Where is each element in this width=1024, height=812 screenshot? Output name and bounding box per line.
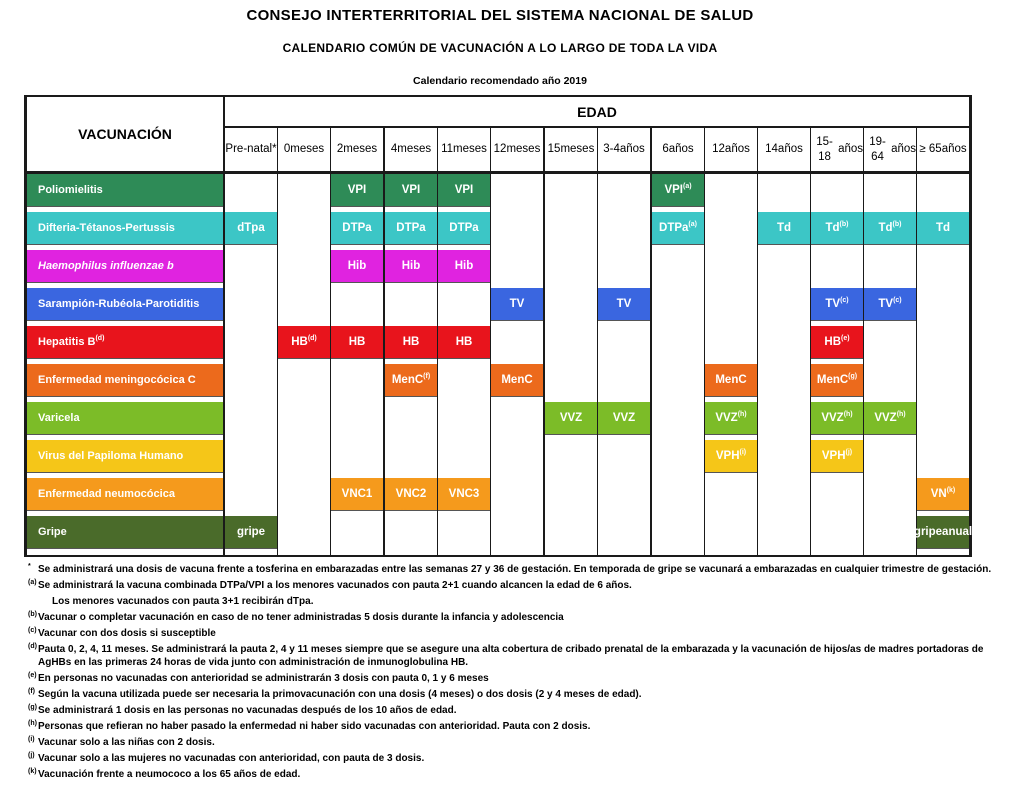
age-value: 12	[493, 143, 507, 156]
page-subtitle: CALENDARIO COMÚN DE VACUNACIÓN A LO LARGO DE TODA LA VIDA	[282, 41, 718, 55]
dose-label: MenC	[816, 374, 849, 386]
footnote-text: Se administrará una dosis de vacuna frente a tosferina en embarazadas entre las semanas 27 y 36 de gestación. En temporada de gripe se vacunará a embarazadas en cualquier trimestre de gestación.	[38, 564, 992, 575]
age-header	[705, 128, 757, 171]
footnote-mark: (c)	[893, 296, 902, 304]
vaccine-name: Sarampión-Rubéola-Parotiditis	[38, 298, 200, 310]
age-header	[758, 128, 810, 171]
dose-label: HB	[291, 336, 308, 348]
footnote-mark: (f)	[28, 688, 35, 695]
calendar-caption: Calendario recomendado año 2019	[413, 75, 587, 87]
vaccine-name: Enfermedad meningocócica C	[38, 374, 196, 386]
footnote-mark: (k)	[946, 486, 956, 494]
dose-label-line2: anual	[942, 526, 972, 538]
age-unit: años	[777, 143, 803, 156]
dose-cell	[864, 288, 916, 321]
age-value: 15	[547, 143, 561, 156]
dose-label: MenC	[501, 374, 533, 386]
dose-cell	[225, 516, 277, 549]
footnote-mark: (h)	[737, 410, 747, 418]
age-column	[545, 174, 597, 555]
footnote-mark: (a)	[28, 579, 37, 586]
footnote	[28, 736, 998, 749]
dose-cell	[225, 212, 277, 245]
dose-cell	[438, 174, 490, 207]
dose-label: VVZ	[559, 412, 583, 424]
age-unit: años	[724, 143, 750, 156]
dose-label: dTpa	[237, 222, 265, 234]
dose-label: Td	[776, 222, 792, 234]
footnote-text: En personas no vacunadas con anterioridad se administrarán 3 dosis con pauta 0, 1 y 6 meses	[38, 673, 489, 684]
vaccine-label	[27, 326, 223, 359]
dose-cell	[652, 212, 704, 245]
dose-cell	[438, 212, 490, 245]
footnote-mark: (b)	[28, 611, 37, 618]
vaccine-name: Haemophilus influenzae b	[38, 260, 174, 272]
dose-label: TV	[509, 298, 525, 310]
dose-cell	[331, 212, 383, 245]
dose-label: VN	[930, 488, 947, 500]
footnote-mark: (g)	[28, 704, 37, 711]
age-value: 12	[712, 143, 725, 156]
footnote	[28, 563, 998, 576]
dose-cell	[864, 402, 916, 435]
dose-label: gripe	[913, 526, 943, 538]
footnote	[28, 672, 998, 685]
dose-cell	[811, 440, 863, 473]
vaccine-name: Virus del Papiloma Humano	[38, 450, 184, 462]
vaccine-name: Enfermedad neumocócica	[38, 488, 175, 500]
dose-label: VNC3	[448, 488, 480, 500]
footnote-mark: (h)	[28, 720, 37, 727]
age-value: ≥ 65	[919, 143, 942, 156]
age-value: 0	[283, 143, 291, 156]
footnote-mark: (j)	[28, 752, 35, 759]
dose-cell	[811, 212, 863, 245]
footnote	[28, 611, 998, 624]
dose-label: VVZ	[612, 412, 636, 424]
vaccine-label	[27, 478, 223, 511]
age-unit: meses	[290, 143, 325, 156]
age-header	[598, 128, 650, 171]
age-unit: años	[941, 143, 967, 156]
dose-cell	[917, 212, 969, 245]
age-unit: meses	[397, 143, 432, 156]
dose-label: VNC2	[395, 488, 427, 500]
dose-label: VVZ	[715, 412, 738, 424]
dose-label: VPI	[347, 184, 367, 196]
footnote-mark: (i)	[739, 448, 747, 456]
age-column	[278, 174, 330, 555]
dose-cell	[385, 326, 437, 359]
footnote-mark: (a)	[682, 182, 692, 190]
footnote	[28, 768, 998, 781]
age-unit: meses	[343, 143, 378, 156]
dose-cell	[438, 250, 490, 283]
age-value: 14	[765, 143, 778, 156]
vaccine-name: Gripe	[38, 526, 67, 538]
footnote-text: Vacunación frente a neumococo a los 65 años de edad.	[38, 769, 301, 780]
age-header	[917, 128, 969, 171]
footnote	[28, 752, 998, 765]
dose-label: HB	[824, 336, 842, 348]
dose-cell	[385, 478, 437, 511]
vaccine-label	[27, 364, 223, 397]
footnote	[28, 688, 998, 701]
dose-label: MenC	[391, 374, 424, 386]
vaccine-label	[27, 212, 223, 245]
dose-label: HB	[455, 336, 473, 348]
age-header	[278, 128, 330, 171]
page-title: CONSEJO INTERTERRITORIAL DEL SISTEMA NACIONAL DE SALUD	[246, 7, 754, 24]
footnote-mark: (d)	[307, 334, 317, 342]
footnote-mark: (f)	[423, 372, 431, 380]
vaccine-label	[27, 402, 223, 435]
footnote	[28, 704, 998, 717]
footnote-mark: (d)	[95, 334, 105, 342]
footnote-text: Vacunar con dos dosis si susceptible	[38, 628, 216, 639]
age-unit: años	[619, 143, 645, 156]
age-unit: meses	[453, 143, 487, 156]
age-unit: años	[891, 143, 916, 156]
dose-label: Td	[935, 222, 951, 234]
age-unit: meses	[560, 143, 595, 156]
dose-cell	[438, 326, 490, 359]
footnote-mark: (c)	[28, 627, 37, 634]
age-header	[331, 128, 383, 171]
age-value: 15-18	[816, 136, 833, 163]
dose-label: TV	[878, 298, 894, 310]
footnote	[28, 720, 998, 733]
age-header	[864, 128, 916, 171]
dose-label: VPI	[401, 184, 421, 196]
dose-cell	[811, 326, 863, 359]
footnote-text: Se administrará 1 dosis en las personas no vacunadas después de los 10 años de edad.	[38, 705, 457, 716]
dose-cell	[811, 288, 863, 321]
age-header	[811, 128, 863, 171]
footnote-mark: (j)	[845, 448, 853, 456]
age-value: Pre-	[225, 143, 248, 156]
dose-label: HB	[348, 336, 366, 348]
age-unit: natal*	[247, 143, 277, 156]
footnote-mark: (c)	[840, 296, 849, 304]
dose-cell	[705, 402, 757, 435]
dose-label: VVZ	[874, 412, 897, 424]
dose-cell	[385, 212, 437, 245]
dose-cell	[385, 174, 437, 207]
footnote-mark: (g)	[848, 372, 858, 380]
age-unit: años	[838, 143, 863, 156]
footnote-mark: (a)	[688, 220, 697, 228]
age-value: 3-4	[603, 143, 620, 156]
footnote-text: Los menores vacunados con pauta 3+1 recibirán dTpa.	[52, 596, 314, 607]
dose-cell	[331, 174, 383, 207]
dose-label: TV	[825, 298, 841, 310]
dose-cell	[652, 174, 704, 207]
age-value: 4	[390, 143, 398, 156]
dose-cell	[598, 288, 650, 321]
footnote-mark: (d)	[28, 643, 37, 650]
dose-cell	[331, 250, 383, 283]
dose-label: Td	[825, 222, 840, 234]
footnote-text: Vacunar o completar vacunación en caso de no tener administradas 5 dosis durante la infancia y adolescencia	[38, 612, 564, 623]
vaccine-label	[27, 250, 223, 283]
dose-cell	[705, 440, 757, 473]
footnote	[28, 579, 998, 592]
footnote-mark: (b)	[892, 220, 902, 228]
dose-label: DTPa	[659, 222, 689, 234]
footnote-text: Vacunar solo a las niñas con 2 dosis.	[38, 737, 215, 748]
dose-cell	[917, 478, 969, 511]
dose-label: VNC1	[341, 488, 373, 500]
dose-cell	[278, 326, 330, 359]
footnote-mark: (e)	[28, 672, 37, 679]
dose-cell	[491, 364, 543, 397]
dose-label: VPI	[664, 184, 683, 196]
age-header	[491, 128, 543, 171]
vaccine-name: Hepatitis B	[38, 336, 96, 348]
age-header	[545, 128, 597, 171]
dose-label: TV	[616, 298, 632, 310]
vaccine-label	[27, 288, 223, 321]
footnote	[28, 643, 998, 669]
age-header	[438, 128, 490, 171]
dose-label: HB	[402, 336, 420, 348]
dose-cell	[545, 402, 597, 435]
dose-label: VPH	[821, 450, 846, 462]
age-header	[225, 128, 277, 171]
footnote-mark: (e)	[841, 334, 850, 342]
age-value: 2	[336, 143, 344, 156]
dose-cell	[331, 326, 383, 359]
dose-label: MenC	[715, 374, 747, 386]
dose-label: VPH	[715, 450, 740, 462]
age-header	[652, 128, 704, 171]
footnotes	[28, 563, 998, 784]
footnote-text: Según la vacuna utilizada puede ser necesaria la primovacunación con una dosis (4 meses) o dos dosis (2 y 4 meses de edad).	[38, 689, 642, 700]
dose-label: DTPa	[396, 222, 426, 234]
dose-cell	[385, 364, 437, 397]
dose-label: DTPa	[449, 222, 479, 234]
age-column	[598, 174, 650, 555]
dose-cell	[864, 212, 916, 245]
dose-cell	[758, 212, 810, 245]
vaccine-name: Difteria-Tétanos-Pertussis	[38, 222, 175, 234]
vaccine-name: Varicela	[38, 412, 80, 424]
footnote-text: Pauta 0, 2, 4, 11 meses. Se administrará la pauta 2, 4 y 11 meses siempre que se asegure una alta cobertura de cribado prenatal de la embarazada y la vacunación de hijos/as de madres portadoras de AgHBs en las primeras 24 horas de vida junto con administración de inmunoglobulina HB.	[38, 644, 984, 668]
age-group-header: EDAD	[225, 97, 969, 126]
footnote-mark: (h)	[843, 410, 853, 418]
dose-cell	[331, 478, 383, 511]
dose-label: VPI	[454, 184, 474, 196]
footnote-text: Se administrará la vacuna combinada DTPa/VPI a los menores vacunados con pauta 2+1 cuando alcancen la edad de 6 años.	[38, 580, 632, 591]
footnote-mark: (k)	[28, 768, 37, 775]
footnote	[28, 595, 998, 608]
vaccine-label	[27, 174, 223, 207]
dose-label: Hib	[454, 260, 474, 272]
footnote	[28, 627, 998, 640]
dose-cell	[491, 288, 543, 321]
dose-label: Hib	[401, 260, 421, 272]
age-unit: años	[668, 143, 694, 156]
vaccine-column-header: VACUNACIÓN	[27, 97, 223, 171]
age-value: 19-64	[869, 136, 886, 163]
dose-cell	[438, 478, 490, 511]
dose-label: Td	[878, 222, 893, 234]
dose-cell	[598, 402, 650, 435]
age-unit: meses	[506, 143, 541, 156]
dose-cell	[385, 250, 437, 283]
footnote-mark: (h)	[896, 410, 906, 418]
age-value: 6	[662, 143, 669, 156]
dose-label: Hib	[347, 260, 367, 272]
age-value: 11	[441, 143, 454, 156]
dose-label: VVZ	[821, 412, 844, 424]
footnote-text: Personas que refieran no haber pasado la enfermedad ni haber sido vacunadas con anterioridad. Pauta con 2 dosis.	[38, 721, 591, 732]
footnote-mark: (i)	[28, 736, 35, 743]
dose-cell	[811, 364, 863, 397]
dose-label: gripe	[236, 526, 266, 538]
dose-cell	[913, 516, 972, 549]
footnote-mark: *	[28, 563, 31, 570]
footnote-text: Vacunar solo a las mujeres no vacunadas con anterioridad, con pauta de 3 dosis.	[38, 753, 425, 764]
vaccine-name: Poliomielitis	[38, 184, 103, 196]
vaccination-table	[24, 95, 972, 557]
dose-label: DTPa	[342, 222, 372, 234]
dose-cell	[811, 402, 863, 435]
vaccine-label	[27, 516, 223, 549]
age-header	[385, 128, 437, 171]
footnote-mark	[28, 595, 38, 608]
footnote-mark: (b)	[839, 220, 849, 228]
dose-cell	[705, 364, 757, 397]
vaccine-label	[27, 440, 223, 473]
